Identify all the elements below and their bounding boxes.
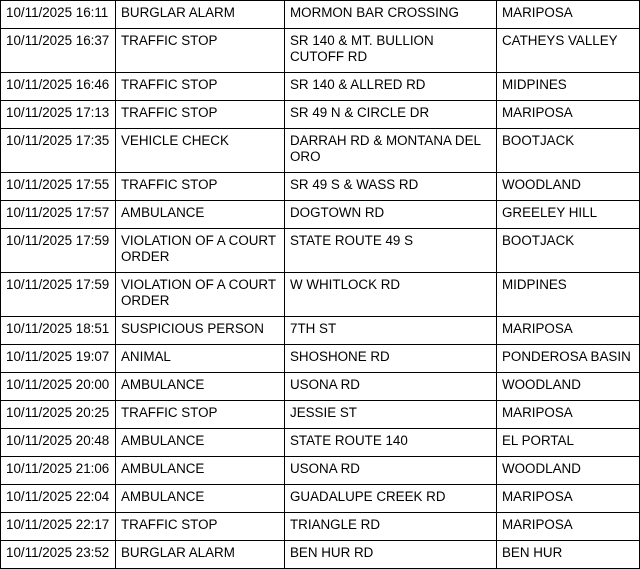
area-cell: BOOTJACK	[497, 129, 640, 173]
area-cell: BEN HUR	[497, 541, 640, 569]
datetime-cell: 10/11/2025 17:13	[1, 101, 116, 129]
call-type-cell: AMBULANCE	[116, 485, 285, 513]
location-cell: SR 140 & MT. BULLION CUTOFF RD	[285, 29, 497, 73]
call-type-cell: VIOLATION OF A COURT ORDER	[116, 273, 285, 317]
datetime-cell: 10/11/2025 23:52	[1, 541, 116, 569]
area-cell: WOODLAND	[497, 373, 640, 401]
location-cell: STATE ROUTE 49 S	[285, 229, 497, 273]
table-row	[1, 401, 640, 429]
area-cell: MARIPOSA	[497, 513, 640, 541]
datetime-cell: 10/11/2025 20:00	[1, 373, 116, 401]
datetime-cell: 10/11/2025 16:11	[1, 1, 116, 29]
table-row	[1, 457, 640, 485]
call-type-cell: TRAFFIC STOP	[116, 73, 285, 101]
call-type-cell: ANIMAL	[116, 345, 285, 373]
location-cell: SR 49 S & WASS RD	[285, 173, 497, 201]
call-type-cell: TRAFFIC STOP	[116, 173, 285, 201]
table-row	[1, 541, 640, 569]
location-cell: JESSIE ST	[285, 401, 497, 429]
datetime-cell: 10/11/2025 17:55	[1, 173, 116, 201]
table-row	[1, 429, 640, 457]
datetime-cell: 10/11/2025 17:59	[1, 229, 116, 273]
table-row	[1, 29, 640, 73]
datetime-cell: 10/11/2025 19:07	[1, 345, 116, 373]
call-type-cell: BURGLAR ALARM	[116, 1, 285, 29]
datetime-cell: 10/11/2025 17:57	[1, 201, 116, 229]
table-row	[1, 201, 640, 229]
table-row	[1, 173, 640, 201]
datetime-cell: 10/11/2025 16:37	[1, 29, 116, 73]
table-row	[1, 229, 640, 273]
table-row	[1, 129, 640, 173]
area-cell: WOODLAND	[497, 457, 640, 485]
area-cell: MARIPOSA	[497, 317, 640, 345]
table-row	[1, 513, 640, 541]
area-cell: MARIPOSA	[497, 101, 640, 129]
location-cell: SHOSHONE RD	[285, 345, 497, 373]
area-cell: EL PORTAL	[497, 429, 640, 457]
datetime-cell: 10/11/2025 17:59	[1, 273, 116, 317]
call-type-cell: VEHICLE CHECK	[116, 129, 285, 173]
datetime-cell: 10/11/2025 16:46	[1, 73, 116, 101]
call-type-cell: TRAFFIC STOP	[116, 101, 285, 129]
call-type-cell: AMBULANCE	[116, 457, 285, 485]
area-cell: BOOTJACK	[497, 229, 640, 273]
area-cell: GREELEY HILL	[497, 201, 640, 229]
location-cell: DOGTOWN RD	[285, 201, 497, 229]
location-cell: DARRAH RD & MONTANA DEL ORO	[285, 129, 497, 173]
call-type-cell: AMBULANCE	[116, 429, 285, 457]
area-cell: MARIPOSA	[497, 401, 640, 429]
table-row	[1, 317, 640, 345]
location-cell: MORMON BAR CROSSING	[285, 1, 497, 29]
datetime-cell: 10/11/2025 17:35	[1, 129, 116, 173]
area-cell: CATHEYS VALLEY	[497, 29, 640, 73]
call-type-cell: TRAFFIC STOP	[116, 513, 285, 541]
location-cell: W WHITLOCK RD	[285, 273, 497, 317]
table-row	[1, 73, 640, 101]
call-type-cell: AMBULANCE	[116, 373, 285, 401]
call-type-cell: AMBULANCE	[116, 201, 285, 229]
table-row	[1, 373, 640, 401]
table-row	[1, 101, 640, 129]
location-cell: SR 140 & ALLRED RD	[285, 73, 497, 101]
datetime-cell: 10/11/2025 21:06	[1, 457, 116, 485]
area-cell: WOODLAND	[497, 173, 640, 201]
table-row	[1, 1, 640, 29]
location-cell: TRIANGLE RD	[285, 513, 497, 541]
call-type-cell: BURGLAR ALARM	[116, 541, 285, 569]
location-cell: STATE ROUTE 140	[285, 429, 497, 457]
location-cell: 7TH ST	[285, 317, 497, 345]
datetime-cell: 10/11/2025 20:25	[1, 401, 116, 429]
location-cell: SR 49 N & CIRCLE DR	[285, 101, 497, 129]
table-row	[1, 485, 640, 513]
datetime-cell: 10/11/2025 22:17	[1, 513, 116, 541]
area-cell: PONDEROSA BASIN	[497, 345, 640, 373]
location-cell: USONA RD	[285, 373, 497, 401]
call-type-cell: TRAFFIC STOP	[116, 401, 285, 429]
table-row	[1, 345, 640, 373]
call-type-cell: SUSPICIOUS PERSON	[116, 317, 285, 345]
datetime-cell: 10/11/2025 22:04	[1, 485, 116, 513]
datetime-cell: 10/11/2025 18:51	[1, 317, 116, 345]
location-cell: GUADALUPE CREEK RD	[285, 485, 497, 513]
call-type-cell: TRAFFIC STOP	[116, 29, 285, 73]
area-cell: MIDPINES	[497, 73, 640, 101]
area-cell: MARIPOSA	[497, 1, 640, 29]
area-cell: MIDPINES	[497, 273, 640, 317]
table-row	[1, 273, 640, 317]
datetime-cell: 10/11/2025 20:48	[1, 429, 116, 457]
area-cell: MARIPOSA	[497, 485, 640, 513]
call-type-cell: VIOLATION OF A COURT ORDER	[116, 229, 285, 273]
location-cell: USONA RD	[285, 457, 497, 485]
location-cell: BEN HUR RD	[285, 541, 497, 569]
